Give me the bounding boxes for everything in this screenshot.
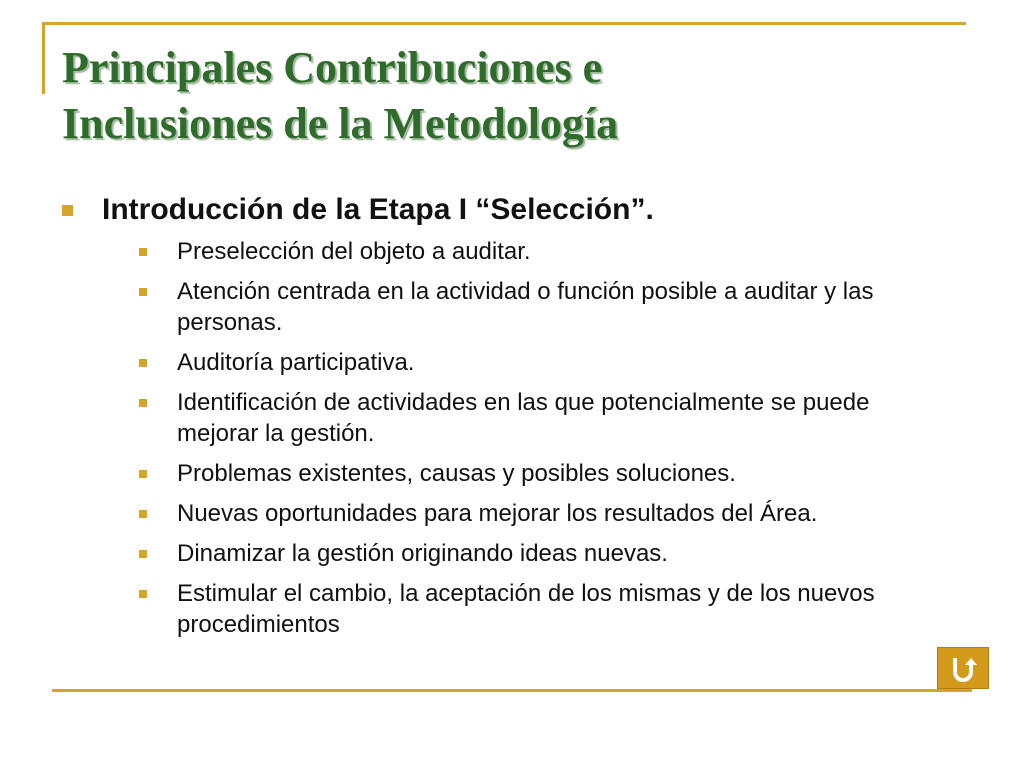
sub-bullet-item [60,578,947,640]
square-bullet-icon [139,359,147,367]
sub-bullet-text: Identificación de actividades en las que potencialmente se puede mejorar la gestión. [177,389,870,447]
sub-bullet-item [60,538,947,569]
frame-left-rule [42,22,45,94]
sub-bullet-list [60,236,960,640]
slide-title [62,40,962,152]
return-button[interactable] [937,647,989,689]
return-arrow-icon [947,652,979,684]
sub-bullet-text: Atención centrada en la actividad o función posible a auditar y las personas. [177,278,874,336]
sub-bullet-item [60,458,947,489]
sub-bullet-item [60,236,947,267]
square-bullet-icon [139,470,147,478]
main-bullet-text: Introducción de la Etapa I “Selección”. [102,193,654,226]
sub-bullet-item [60,347,947,378]
square-bullet-icon [62,205,73,216]
sub-bullet-item [60,387,947,449]
sub-bullet-text: Preselección del objeto a auditar. [177,238,531,265]
square-bullet-icon [139,248,147,256]
slide-title-line-1: Principales Contribuciones e [62,43,603,92]
sub-bullet-item [60,276,947,338]
sub-bullet-text: Auditoría participativa. [177,349,415,376]
square-bullet-icon [139,510,147,518]
sub-bullet-item [60,498,947,529]
frame-bottom-rule [52,689,972,692]
slide-content [60,190,960,649]
sub-bullet-text: Nuevas oportunidades para mejorar los resultados del Área. [177,500,818,527]
sub-bullet-text: Estimular el cambio, la aceptación de los mismas y de los nuevos procedimientos [177,580,875,638]
sub-bullet-text: Dinamizar la gestión originando ideas nuevas. [177,540,668,567]
slide-title-line-2: Inclusiones de la Metodología [62,99,619,148]
frame-top-rule [42,22,966,25]
sub-bullet-text: Problemas existentes, causas y posibles soluciones. [177,460,736,487]
square-bullet-icon [139,550,147,558]
square-bullet-icon [139,288,147,296]
square-bullet-icon [139,399,147,407]
main-bullet [60,190,960,230]
square-bullet-icon [139,590,147,598]
